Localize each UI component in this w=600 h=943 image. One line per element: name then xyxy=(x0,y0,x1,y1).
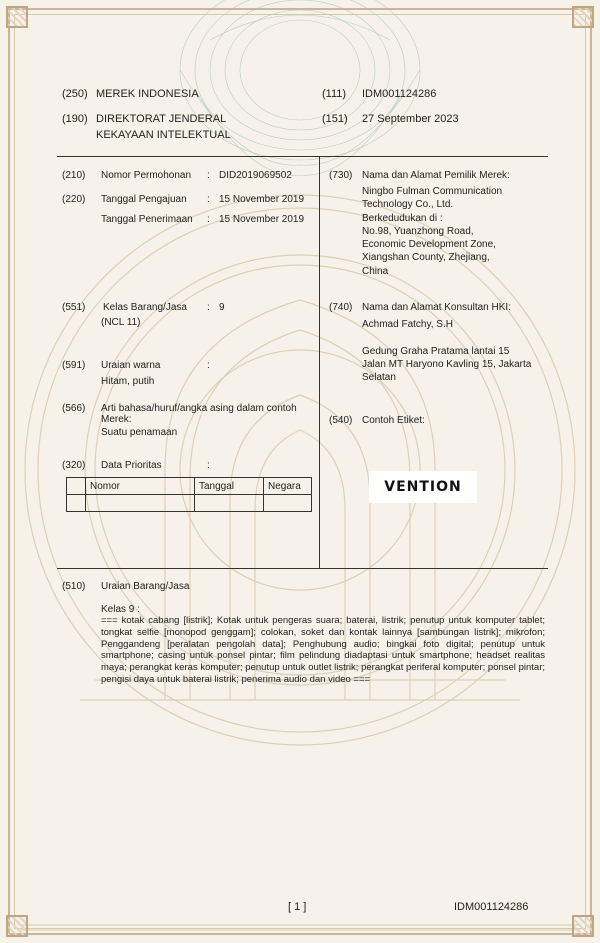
code-730: (730) xyxy=(329,170,353,181)
class-label: Kelas Barang/Jasa xyxy=(103,302,187,313)
registration-number: IDM001124286 xyxy=(362,88,437,100)
priority-label: Data Prioritas xyxy=(101,460,162,471)
table-cell xyxy=(195,495,264,512)
application-number: DID2019069502 xyxy=(219,170,292,181)
corner-ornament-top-left xyxy=(6,6,28,28)
code-551: (551) xyxy=(62,302,86,313)
consultant-address-line: Gedung Graha Pratama lantai 15 xyxy=(362,346,510,357)
priority-index-header xyxy=(67,478,86,495)
priority-country-header: Negara xyxy=(264,478,312,495)
code-566: (566) xyxy=(62,403,86,414)
colon: : xyxy=(207,302,210,313)
filing-date: 15 November 2019 xyxy=(219,194,305,205)
code-540: (540) xyxy=(329,415,353,426)
owner-line: Technology Co., Ltd. xyxy=(362,199,454,211)
owner-line: Xiangshan County, Zhejiang, xyxy=(362,252,490,264)
code-250: (250) xyxy=(62,88,88,100)
trademark-label-image xyxy=(369,471,477,503)
owner-label: Nama dan Alamat Pemilik Merek: xyxy=(362,170,510,181)
certificate-inner-border xyxy=(14,14,586,929)
filing-date-label: Tanggal Pengajuan xyxy=(101,194,187,205)
class-value: 9 xyxy=(219,302,225,313)
colon: : xyxy=(207,214,210,225)
table-cell xyxy=(67,495,86,512)
owner-line: Berkedudukan di : xyxy=(362,212,443,224)
document-title: MEREK INDONESIA xyxy=(96,88,199,100)
owner-line: Ningbo Fulman Communication xyxy=(362,186,503,197)
office-name-line2: KEKAYAAN INTELEKTUAL xyxy=(96,129,231,141)
color-label: Uraian warna xyxy=(101,360,161,371)
translation-label-line1: Arti bahasa/huruf/angka asing dalam contoh xyxy=(101,403,297,414)
code-151: (151) xyxy=(322,113,348,125)
owner-line: Economic Development Zone, xyxy=(362,239,496,251)
priority-table xyxy=(66,477,312,512)
code-591: (591) xyxy=(62,360,86,371)
goods-label: Uraian Barang/Jasa xyxy=(101,581,190,592)
colon: : xyxy=(207,460,210,471)
corner-ornament-top-right xyxy=(572,6,594,28)
table-row xyxy=(67,495,312,512)
code-111: (111) xyxy=(322,88,347,100)
label-sample-label: Contoh Etiket: xyxy=(362,415,425,426)
table-row xyxy=(67,478,312,495)
colon: : xyxy=(207,360,210,371)
consultant-address-line: Selatan xyxy=(362,372,396,383)
code-740: (740) xyxy=(329,302,353,313)
color-value: Hitam, putih xyxy=(101,376,155,387)
registration-date: 27 September 2023 xyxy=(362,113,459,125)
colon: : xyxy=(207,170,210,181)
code-220: (220) xyxy=(62,194,86,205)
code-320: (320) xyxy=(62,460,86,471)
owner-line: No.98, Yuanzhong Road, xyxy=(362,225,474,237)
translation-value: Suatu penamaan xyxy=(101,427,178,438)
consultant-label: Nama dan Alamat Konsultan HKI: xyxy=(362,302,511,313)
owner-line: China xyxy=(362,265,389,277)
receipt-date-label: Tanggal Penerimaan xyxy=(101,214,193,225)
code-510: (510) xyxy=(62,581,86,592)
consultant-address-line: Jalan MT Haryono Kavling 15, Jakarta xyxy=(362,359,532,370)
table-cell xyxy=(264,495,312,512)
owner-address xyxy=(362,185,502,278)
code-210: (210) xyxy=(62,170,86,181)
goods-description: === kotak cabang [listrik]; Kotak untuk pengeras suara; baterai, listrik; penutup untuk komputer tablet; tongkat selfie [monopod genggam]; colokan, soket dan kontak lainnya [sambungan listrik]; mikrofon; Penggandeng [peralatan pengolah data]; Penghubung audio; bingkai foto digital; penutup untuk smartphone; casing untuk ponsel pintar; film pelindung diadaptasi untuk smartphone; headset realitas maya; perangkat keras komputer; penutup untuk outlet listrik; perangkat periferal komputer; ponsel pintar; pengisi daya untuk baterai listrik; penerima audio dan video === xyxy=(101,615,545,685)
goods-class: Kelas 9 : xyxy=(101,604,140,615)
page-number: [ 1 ] xyxy=(288,901,307,913)
column-divider xyxy=(319,156,320,568)
corner-ornament-bottom-left xyxy=(6,915,28,937)
goods-divider xyxy=(57,568,548,569)
trademark-logo-text: VENTION xyxy=(384,479,462,495)
ncl-edition: (NCL 11) xyxy=(101,317,141,328)
receipt-date: 15 November 2019 xyxy=(219,214,305,225)
consultant-address xyxy=(362,345,531,384)
code-190: (190) xyxy=(62,113,88,125)
table-cell xyxy=(86,495,195,512)
application-number-label: Nomor Permohonan xyxy=(101,170,192,181)
translation-label-line2: Merek: xyxy=(101,414,132,425)
header-divider xyxy=(57,156,548,157)
office-name-line1: DIREKTORAT JENDERAL xyxy=(96,113,227,125)
footer-document-id: IDM001124286 xyxy=(454,901,529,913)
corner-ornament-bottom-right xyxy=(572,915,594,937)
consultant-name: Achmad Fatchy, S.H xyxy=(362,319,453,330)
priority-date-header: Tanggal xyxy=(195,478,264,495)
colon: : xyxy=(207,194,210,205)
priority-number-header: Nomor xyxy=(86,478,195,495)
